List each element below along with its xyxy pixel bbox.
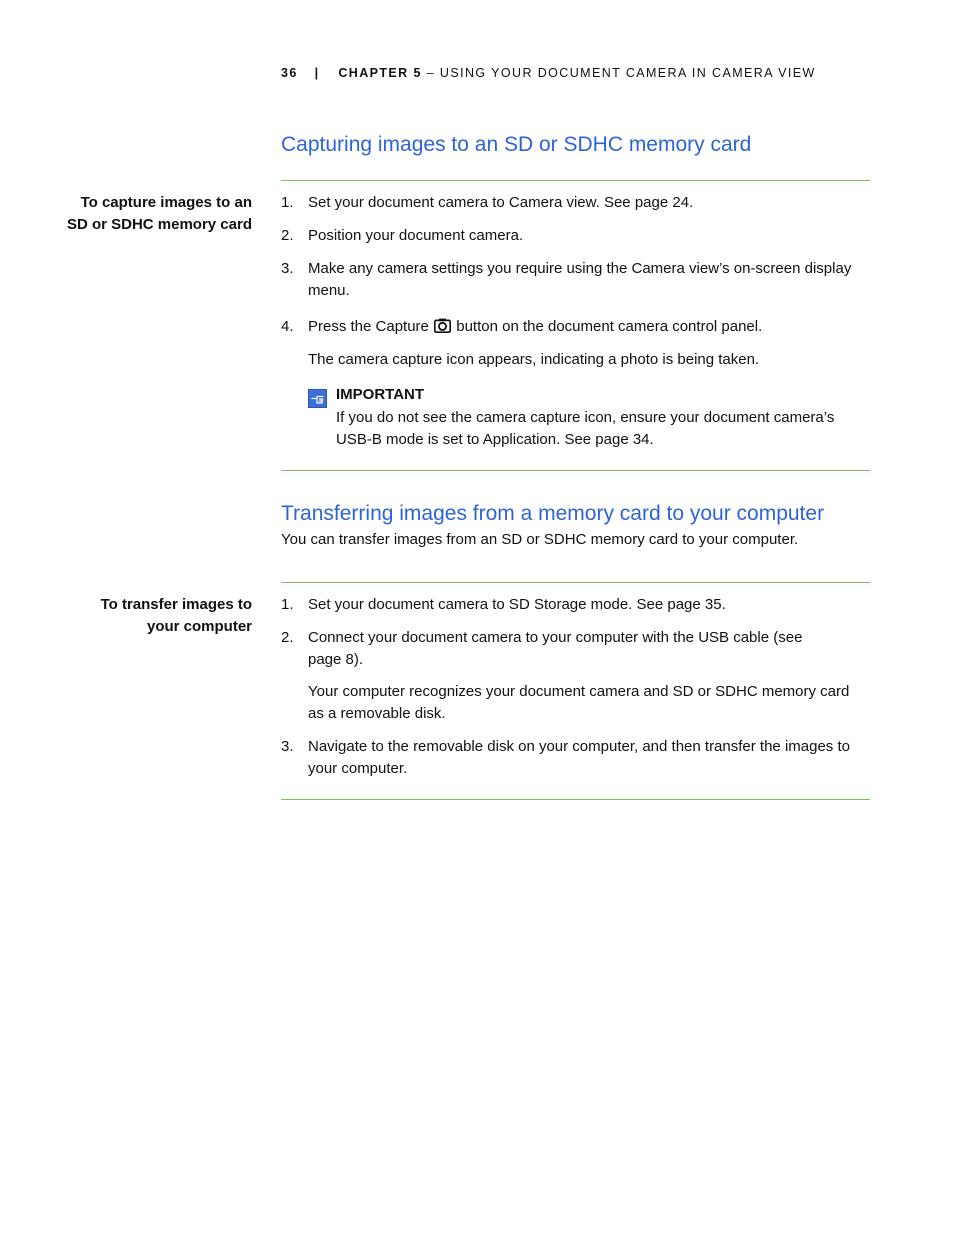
- step-text: Position your document camera.: [308, 227, 524, 244]
- important-label: IMPORTANT: [336, 386, 425, 403]
- step-number: 1.: [281, 194, 294, 211]
- procedure-label-line: SD or SDHC memory card: [66, 216, 252, 233]
- section-divider: [281, 582, 870, 583]
- important-text-line: If you do not see the camera capture icon, ensure your document camera’s: [336, 409, 835, 426]
- step-number: 1.: [281, 596, 294, 613]
- step-text-line: Connect your document camera to your computer with the USB cable (see: [308, 629, 803, 646]
- step-text-part: button on the document camera control panel.: [456, 318, 763, 335]
- procedure-label-line: your computer: [146, 618, 252, 635]
- important-text: [336, 407, 876, 451]
- section-divider: [281, 470, 870, 471]
- step-note-line: as a removable disk.: [308, 705, 446, 722]
- important-text-line: USB-B mode is set to Application. See page 34.: [336, 431, 654, 448]
- step-text: [308, 736, 873, 780]
- step-number: 3.: [281, 260, 294, 277]
- step-note: The camera capture icon appears, indicating a photo is being taken.: [308, 351, 760, 368]
- step-text: [308, 627, 873, 671]
- section-intro: You can transfer images from an SD or SDHC memory card to your computer.: [281, 531, 799, 548]
- step-number: 2.: [281, 227, 294, 244]
- step-number: 2.: [281, 629, 294, 646]
- step-text-line: Navigate to the removable disk on your computer, and then transfer the images to: [308, 738, 850, 755]
- section-divider: [281, 799, 870, 800]
- procedure-label-line: To transfer images to: [100, 596, 252, 613]
- step-text: [308, 258, 873, 302]
- section-heading-transferring: Transferring images from a memory card to your computer: [281, 502, 825, 525]
- header-separator: |: [314, 66, 320, 80]
- step-text-line: menu.: [308, 282, 350, 299]
- step-text: [308, 316, 873, 340]
- page-number: 36: [281, 66, 298, 80]
- step-number: 4.: [281, 318, 294, 335]
- step-text: Set your document camera to Camera view. See page 24.: [308, 194, 694, 211]
- step-text-part: Press the Capture: [308, 318, 429, 335]
- procedure-label-line: To capture images to an: [80, 194, 252, 211]
- step-note-line: Your computer recognizes your document camera and SD or SDHC memory card: [308, 683, 850, 700]
- running-header: [281, 66, 816, 80]
- step-note: [308, 681, 873, 725]
- chapter-title: – USING YOUR DOCUMENT CAMERA IN CAMERA VIEW: [426, 66, 816, 80]
- camera-capture-icon: [434, 318, 451, 340]
- step-text-line: your computer.: [308, 760, 408, 777]
- procedure-label-capture: [32, 192, 252, 236]
- pointing-hand-icon: [308, 389, 327, 408]
- section-heading-capturing: Capturing images to an SD or SDHC memory card: [281, 133, 752, 156]
- procedure-label-transfer: [32, 594, 252, 638]
- step-number: 3.: [281, 738, 294, 755]
- chapter-label: CHAPTER 5: [338, 66, 422, 80]
- step-text-line: Make any camera settings you require using the Camera view’s on-screen display: [308, 260, 852, 277]
- step-text-line: page 8).: [308, 651, 364, 668]
- section-divider: [281, 180, 870, 181]
- step-text: Set your document camera to SD Storage mode. See page 35.: [308, 596, 726, 613]
